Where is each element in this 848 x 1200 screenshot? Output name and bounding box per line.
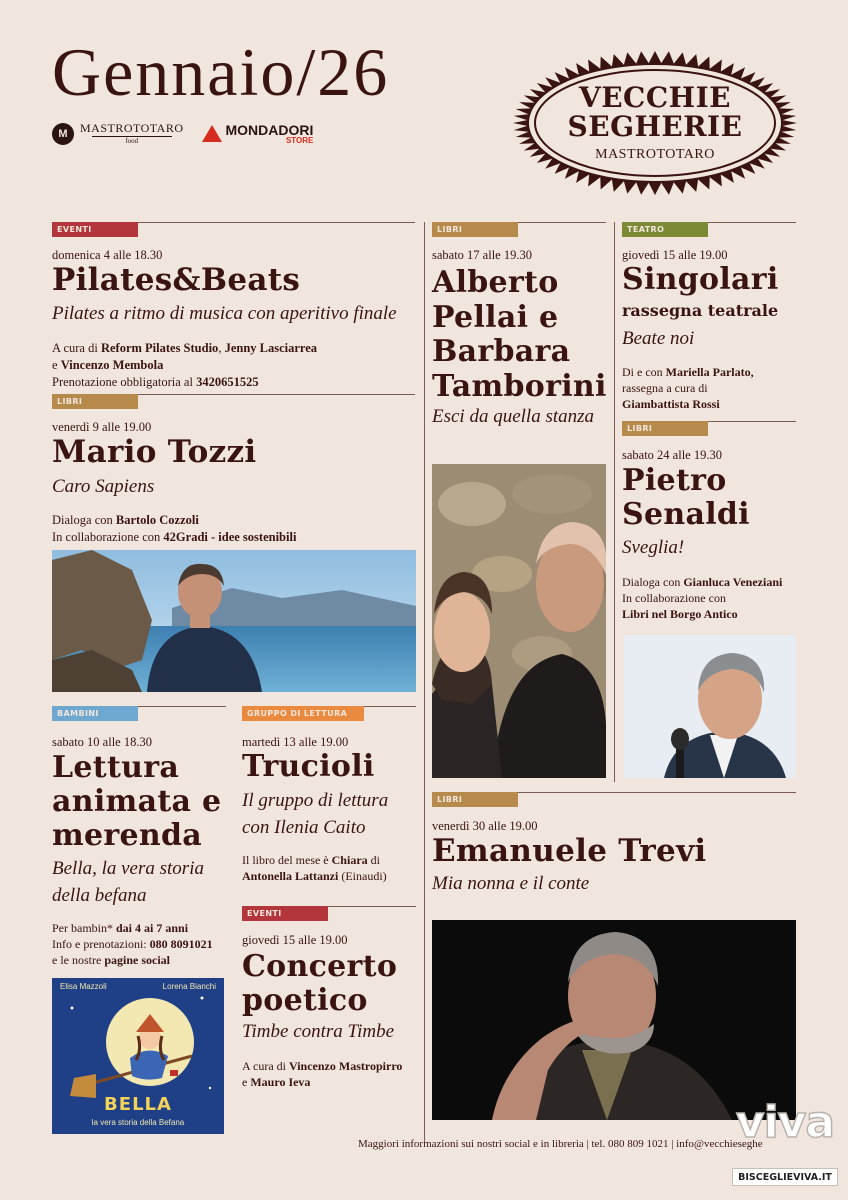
event-info: Per bambin* dai 4 ai 7 anni Info e prenotazioni: 080 8091021 e le nostre pagine social xyxy=(52,921,213,968)
event-date: giovedì 15 alle 19.00 xyxy=(622,248,728,262)
venue-badge xyxy=(510,48,800,198)
venue-title-line2: SEGHERIE xyxy=(567,110,743,143)
mondadori-triangle-icon xyxy=(202,125,222,142)
mastrototaro-logo xyxy=(52,122,184,145)
event-date: domenica 4 alle 18.30 xyxy=(52,248,163,262)
category-tag-teatro: TEATRO xyxy=(622,222,708,237)
mastrototaro-logo-text: MASTROTOTARO xyxy=(80,121,184,135)
mario-tozzi-photo xyxy=(52,550,416,692)
event-subtitle: Beate noi xyxy=(622,328,695,349)
column-divider xyxy=(424,222,425,1142)
event-title-sub: rassegna teatrale xyxy=(622,301,779,320)
watermark-site: BISCEGLIEVIVA.IT xyxy=(732,1168,838,1186)
mastrototaro-logo-sub: food xyxy=(92,136,172,145)
category-tag-libri: LIBRI xyxy=(432,222,518,237)
event-subtitle: Il gruppo di lettura con Ilenia Caito xyxy=(242,790,389,838)
category-tag-libri: LIBRI xyxy=(432,792,518,807)
pietro-senaldi-photo xyxy=(624,635,796,778)
event-subtitle: Pilates a ritmo di musica con aperitivo finale xyxy=(52,303,397,324)
event-info: Il libro del mese è Chiara di Antonella Lattanzi (Einaudi) xyxy=(242,853,387,884)
event-date: sabato 24 alle 19.30 xyxy=(622,448,722,462)
venue-subtitle: MASTROTOTARO xyxy=(595,147,715,163)
event-title: Lettura animata e merenda xyxy=(52,750,222,853)
event-date: sabato 17 alle 19.30 xyxy=(432,248,532,262)
event-title: Emanuele Trevi xyxy=(432,833,707,869)
book-subtitle: la vera storia della Befana xyxy=(91,1118,185,1127)
mondadori-logo-sub: STORE xyxy=(285,135,314,145)
mastrototaro-m-icon: M xyxy=(52,123,74,145)
event-info: Dialoga con Bartolo Cozzoli In collaborazione con 42Gradi - idee sostenibili xyxy=(52,513,297,544)
bisceglieviva-watermark xyxy=(730,1088,840,1192)
event-title: Trucioli xyxy=(242,749,375,784)
event-date: venerdì 30 alle 19.00 xyxy=(432,819,538,833)
event-title: Mario Tozzi xyxy=(52,434,257,470)
event-subtitle: Sveglia! xyxy=(622,537,685,558)
event-info: A cura di Vincenzo Mastropirro e Mauro Ieva xyxy=(242,1059,403,1090)
event-date: venerdì 9 alle 19.00 xyxy=(52,420,152,434)
event-date: giovedì 15 alle 19.00 xyxy=(242,933,348,947)
event-subtitle: Caro Sapiens xyxy=(52,476,155,497)
event-title: Pietro Senaldi xyxy=(622,463,750,532)
event-title: Concerto poetico xyxy=(242,949,398,1018)
mondadori-logo xyxy=(202,123,314,145)
event-info: A cura di Reform Pilates Studio, Jenny Lasciarrea e Vincenzo Membola Prenotazione obbligatoria al 3420651525 xyxy=(52,341,318,389)
event-info: Dialoga con Gianluca Veneziani In collaborazione con Libri nel Borgo Antico xyxy=(622,575,783,622)
event-title: Pilates&Beats xyxy=(52,262,301,298)
event-title: Alberto Pellai e Barbara Tamborini xyxy=(432,265,607,404)
footer-contact-info: Maggiori informazioni sui nostri social e in libreria | tel. 080 809 1021 | info@vecchieseghe xyxy=(358,1138,763,1150)
book-author-1: Elisa Mazzoli xyxy=(60,982,107,991)
bella-book-cover xyxy=(52,978,224,1134)
pellai-tamborini-photo xyxy=(432,464,606,778)
page-title: Gennaio/26 xyxy=(52,34,390,110)
category-tag-bambini: BAMBINI xyxy=(52,706,138,721)
watermark-brand: viva xyxy=(735,1096,835,1148)
category-tag-libri: LIBRI xyxy=(52,394,138,409)
book-title: BELLA xyxy=(104,1094,172,1115)
event-date: sabato 10 alle 18.30 xyxy=(52,735,152,749)
category-tag-gruppo-lettura: GRUPPO DI LETTURA xyxy=(242,706,364,721)
category-tag-libri: LIBRI xyxy=(622,421,708,436)
event-subtitle: Esci da quella stanza xyxy=(432,406,595,427)
event-info: Di e con Mariella Parlato, rassegna a cura di Giambattista Rossi xyxy=(622,365,754,412)
book-author-2: Lorena Bianchi xyxy=(162,982,216,991)
event-title: Singolari xyxy=(622,262,779,297)
category-tag-eventi: EVENTI xyxy=(242,906,328,921)
mondadori-logo-text: MONDADORI xyxy=(225,121,314,138)
event-subtitle: Mia nonna e il conte xyxy=(432,873,590,894)
event-subtitle: Timbe contra Timbe xyxy=(242,1021,395,1042)
event-date: martedì 13 alle 19.00 xyxy=(242,735,349,749)
sponsor-logos xyxy=(52,122,313,145)
column-divider-right xyxy=(614,222,615,782)
event-subtitle: Bella, la vera storia della befana xyxy=(52,858,204,906)
category-tag-eventi: EVENTI xyxy=(52,222,138,237)
venue-title-line1: VECCHIE xyxy=(578,80,732,114)
